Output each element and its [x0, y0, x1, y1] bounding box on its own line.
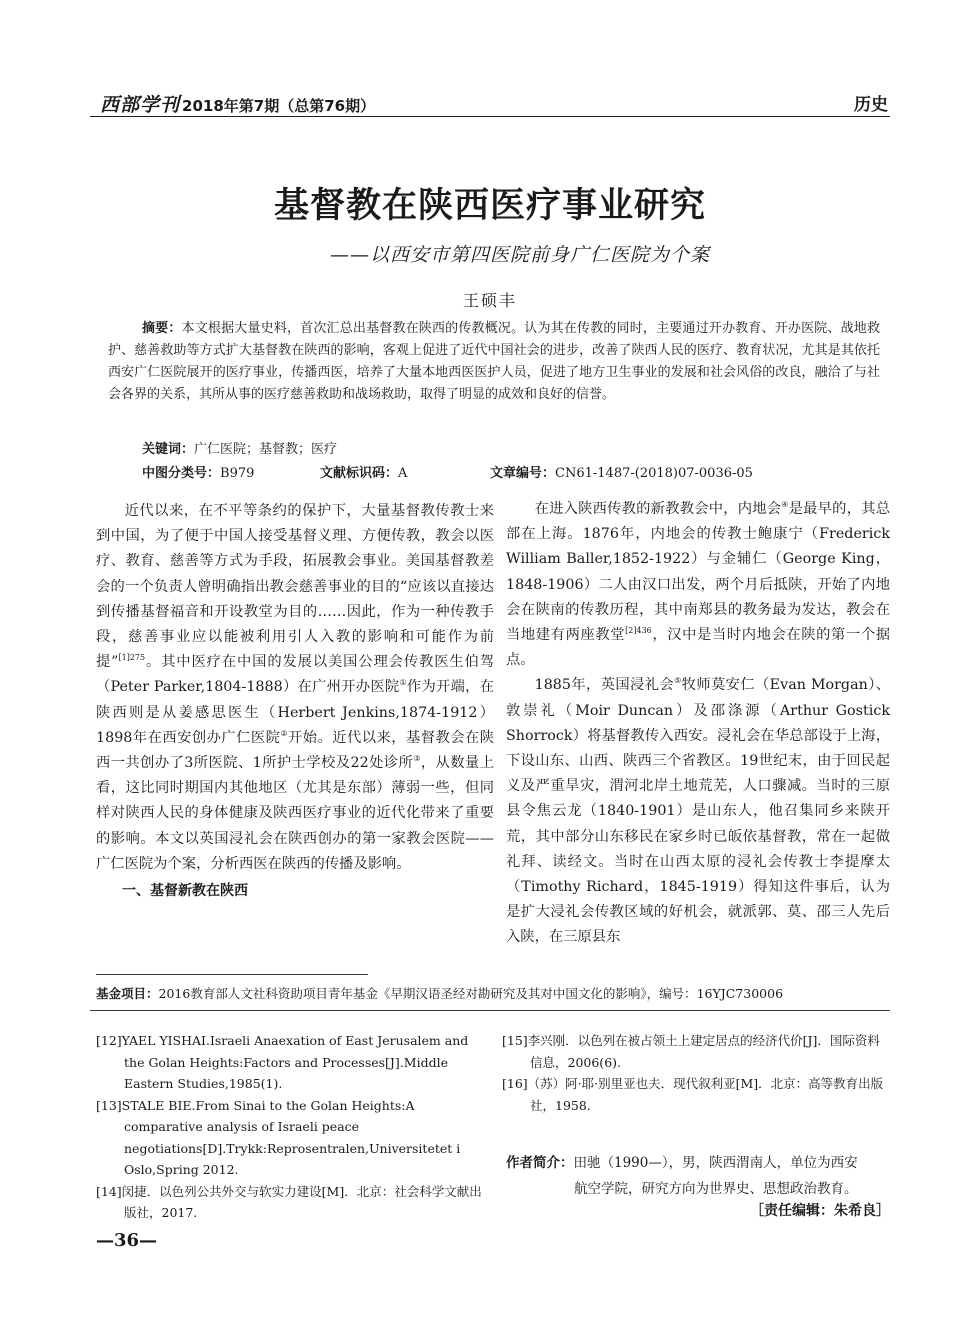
funding-label: 基金项目： [96, 986, 159, 1001]
keywords [142, 438, 337, 457]
abstract-text: 本文根据大量史料，首次汇总出基督教在陕西的传教概况。认为其在传教的同时，主要通过开办教育、开办医院、战地救护、慈善救助等方式扩大基督教在陕西的影响，客观上促进了近代中国社会的进步，改善了陕西人民的医疗、教育状况，尤其是其依托西安广仁医院展开的医疗事业，传播西医，培养了大量本地西医医护人员，促进了地方卫生事业的发展和社会风俗的改良，融洽了与社会各界的关系，其所从事的医疗慈善救助和战场救助，取得了明显的成效和良好的信誉。 [108, 321, 880, 402]
classification-row [142, 462, 842, 481]
article-subtitle: ——以西安市第四医院前身广仁医院为个案 [329, 244, 710, 266]
text-run: 在进入陕西传教的新教教会中，内地会 [534, 501, 782, 517]
author-bio-line [506, 1150, 892, 1176]
article-no-value: CN61-1487-(2018)07-0036-05 [555, 466, 753, 481]
body-right-column [506, 497, 890, 951]
reference-item: [14]闵捷．以色列公共外交与软实力建设[M]．北京：社会科学文献出版社，2017. [96, 1183, 482, 1220]
references-left [96, 1030, 482, 1224]
text-run: 近代以来，在不平等条约的保护下，大量基督教传教士来到中国，为了便于中国人接受基督义理、方便传教，教会以医疗、教育、慈善等方式为手段，拓展教会事业。美国基督教差会的一个负责人曾明确指出教会慈善事业的目的“应该以直接达到传播基督福音和开设教堂为目的……因此，作为一种传教手段，慈善事业应以能被利用引人入教的影响和可能作为前提” [96, 503, 494, 671]
author-bio [506, 1150, 892, 1202]
article-title: 基督教在陕西医疗事业研究 [273, 185, 706, 226]
body-paragraph [96, 499, 494, 877]
body-paragraph [506, 673, 890, 950]
keywords-label: 关键词： [142, 442, 195, 457]
reference-item: [13]STALE BIE.From Sinai to the Golan Heights:A comparative analysis of Israeli peace negotiations[D].Trykk:Reprosentralen,Universitetet i Oslo,Spring 2012. [96, 1097, 461, 1177]
text-run: 是最早的，其总部在上海。1876年，内地会的传教士鲍康宁（Frederick William Baller,1852-1922）与金辅仁（George King，1848-1906）二人由汉口出发，两个月后抵陕，开始了内地会在陕南的传教历程，其中南郑县的教务最为发达，教会在当地建有两座教堂 [506, 501, 891, 644]
reference-item: [16]（苏）阿·耶·别里亚也夫．现代叙利亚[M]．北京：高等教育出版社，1958. [502, 1076, 884, 1113]
footnote-marker: ③ [413, 754, 421, 764]
section-label: 历史 [854, 95, 888, 115]
footnote-marker: ② [280, 729, 288, 739]
article-no-label: 文章编号： [490, 466, 556, 481]
journal-header [100, 90, 375, 117]
funding-note [96, 984, 783, 1002]
page-number: —36— [96, 1230, 158, 1251]
references-right [502, 1030, 890, 1116]
citation: [1]275 [118, 653, 146, 663]
reference-item: [15]李兴刚．以色列在被占领土上建定居点的经济代价[J]．国际资料信息，2006(6). [502, 1033, 880, 1070]
author-bio-label: 作者简介： [506, 1155, 574, 1171]
doc-code-label: 文献标识码： [320, 466, 399, 481]
journal-logo: 西部学刊 [100, 94, 181, 116]
clc-block [142, 462, 320, 481]
body-left-column [96, 499, 494, 904]
funding-text: 2016教育部人文社科资助项目青年基金《早期汉语圣经对勘研究及其对中国文化的影响》，编号：16YJC730006 [158, 986, 784, 1001]
keywords-text: 广仁医院；基督教；医疗 [194, 442, 338, 457]
text-run: 开始。近代以来，基督教会在陕西一共创办了3所医院、1所护士学校及22处诊所 [96, 729, 495, 772]
abstract [108, 318, 880, 406]
footnote-marker: ① [399, 678, 407, 688]
text-run: 牧师莫安仁（Evan Morgan）、敦崇礼（Moir Duncan）及邵涤源（Arthur Gostick Shorrock）将基督教传入西安。浸礼会在华总部设于上海，下设山东、山西、陕西三个省教区。19世纪末，由于回民起义及严重旱灾，渭河北岸土地荒芜，人口骤减。当时的三原县令焦云龙（1840-1901）是山东人，他召集同乡来陕开荒，其中部分山东移民在家乡时已皈依基督教，常在一起做礼拜、读经文。当时在山西太原的浸礼会传教士李提摩太（Timothy Richard，1845-1919）得知这件事后，认为是扩大浸礼会传教区域的好机会，就派郭、莫、邵三人先后入陕，在三原县东 [506, 677, 891, 946]
footnote-rule [96, 974, 368, 975]
clc-value: B979 [220, 466, 255, 481]
doc-code-value: A [398, 466, 408, 481]
doc-code-block [320, 462, 490, 481]
body-paragraph [506, 497, 890, 673]
article-author: 王硕丰 [462, 291, 517, 310]
text-run: 。其中医疗在中国的发展以美国公理会传教医生伯驾（Peter Parker,1804-1888）在广州开办医院 [96, 654, 494, 696]
section-heading: 一、基督新教在陕西 [122, 883, 248, 900]
reference-item: [12]YAEL YISHAI.Israeli Anaexation of East Jerusalem and the Golan Heights:Factors and Processes[J].Middle Eastern Studies,1985(1). [96, 1033, 469, 1091]
clc-label: 中图分类号： [142, 466, 221, 481]
references-divider [90, 1010, 890, 1011]
author-bio-text: 田驰（1990—），男，陕西渭南人，单位为西安 [573, 1155, 858, 1171]
text-run: ，汉中是当时内地会在陕的第一个据点。 [506, 627, 891, 669]
citation: [2]436 [625, 626, 652, 636]
article-no-block [490, 466, 753, 481]
text-run: 1885年，英国浸礼会 [534, 677, 675, 694]
text-run: ，从数量上看，这比同时期国内其他地区（尤其是东部）薄弱一些，但同样对陕西人民的身体健康及陕西医疗事业的近代化带来了重要的影响。本文以英国浸礼会在陕西创办的第一家教会医院——广仁医院为个案，分析西医在陕西的传播及影响。 [96, 755, 495, 872]
abstract-label: 摘要： [142, 321, 182, 336]
header-divider [90, 116, 890, 117]
issue-info: 2018年第7期（总第76期） [182, 97, 376, 115]
text-run: 作为开端，在陕西则是从姜感思医生（Herbert Jenkins,1874-1912）1898年在西安创办广仁医院 [96, 679, 495, 746]
responsible-editor: ［责任编辑：朱希良］ [750, 1203, 890, 1219]
footnote-marker: ⑤ [674, 676, 682, 686]
footnote-marker: ④ [781, 500, 789, 510]
author-bio-line: 航空学院，研究方向为世界史、思想政治教育。 [574, 1181, 858, 1197]
